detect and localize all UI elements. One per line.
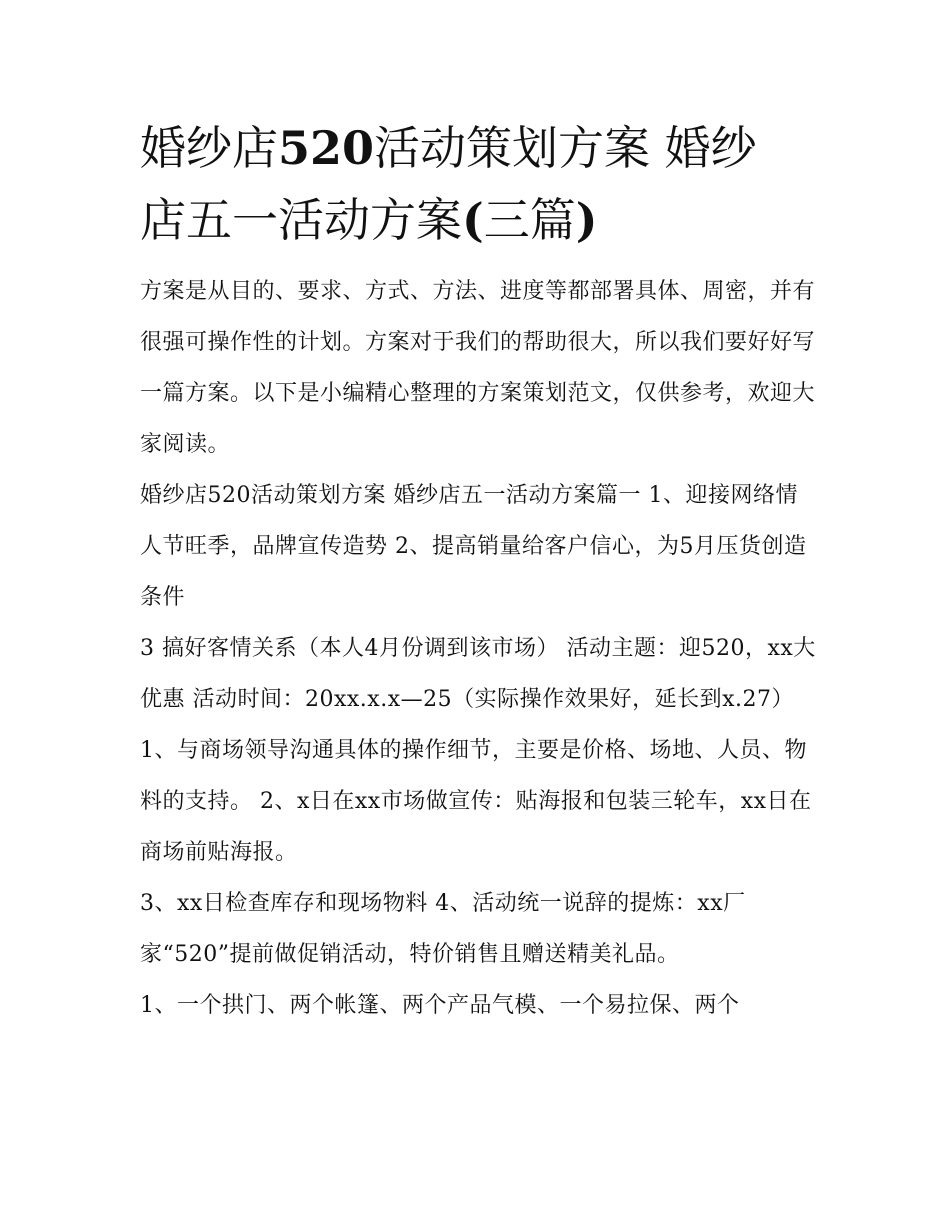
paragraph-purpose: 婚纱店520活动策划方案 婚纱店五一活动方案篇一 1、迎接网络情人节旺季，品牌宣传造势 2、提高销量给客户信心，为5月压货创造条件 bbox=[140, 483, 807, 610]
document-title bbox=[140, 112, 820, 256]
title-part: 婚纱店 bbox=[140, 121, 278, 175]
title-line-2 bbox=[140, 184, 820, 256]
title-part: 店五一活动方案 bbox=[140, 193, 462, 247]
title-part: 活动策划方案 婚纱 bbox=[374, 121, 757, 175]
paragraph-theme-time: 3 搞好客情关系（本人4月份调到该市场） 活动主题：迎520，xx大优惠 活动时间：20xx.x.x—25（实际操作效果好，延长到x.27） bbox=[140, 636, 816, 712]
paragraph-steps-1: 1、与商场领导沟通具体的操作细节，主要是价格、场地、人员、物料的支持。 2、x日在xx市场做宣传：贴海报和包装三轮车，xx日在商场前贴海报。 bbox=[140, 738, 812, 865]
title-paren: ) bbox=[575, 193, 598, 247]
paragraph-steps-2: 3、xx日检查库存和现场物料 4、活动统一说辞的提炼：xx厂家“520”提前做促销活动，特价销售且赠送精美礼品。 bbox=[140, 891, 746, 967]
title-number: 520 bbox=[278, 121, 375, 175]
title-part: 三篇 bbox=[483, 193, 576, 247]
title-paren: ( bbox=[462, 193, 484, 247]
title-line-1 bbox=[140, 112, 820, 184]
document-content bbox=[140, 112, 820, 1031]
paragraph-materials: 1、一个拱门、两个帐篷、两个产品气模、一个易拉保、两个 bbox=[140, 993, 740, 1018]
paragraph-intro: 方案是从目的、要求、方式、方法、进度等都部署具体、周密，并有很强可操作性的计划。方案对于我们的帮助很大，所以我们要好好写一篇方案。以下是小编精心整理的方案策划范文，仅供参考，欢迎大家阅读。 bbox=[140, 279, 816, 457]
